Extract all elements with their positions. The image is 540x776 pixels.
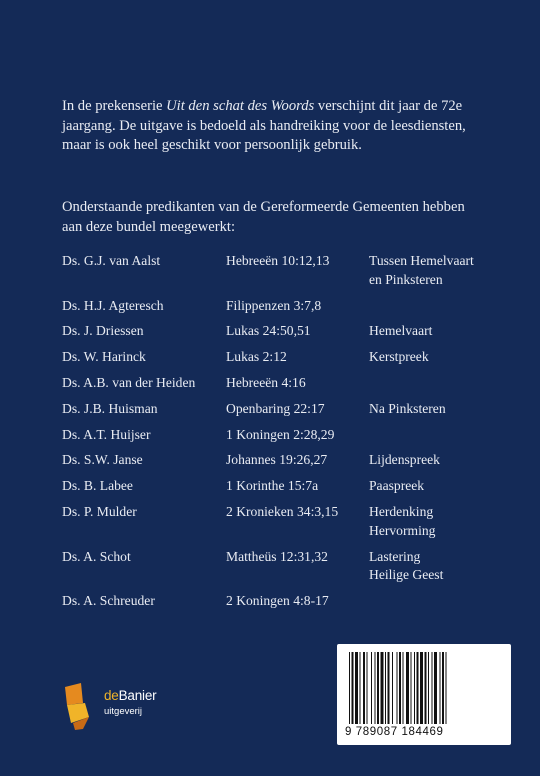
occasion-note [369, 252, 474, 290]
barcode-bar [352, 652, 354, 724]
sermon-row [62, 400, 512, 419]
preacher-name: Ds. A. Schot [62, 548, 131, 564]
barcode-bar [385, 652, 386, 724]
sermon-row [62, 297, 512, 316]
barcode [337, 644, 511, 745]
occasion-note-line: Kerstpreek [369, 349, 429, 365]
barcode-bar [377, 652, 379, 724]
preacher-name: Ds. A.B. van der Heiden [62, 374, 196, 390]
occasion-note-line: Hemelvaart [369, 323, 433, 339]
intro-text-start: In de prekenserie [62, 98, 167, 114]
bible-text: Hebreeën 4:16 [226, 374, 306, 390]
preacher-name: Ds. S.W. Janse [62, 452, 143, 468]
barcode-bar [403, 652, 404, 724]
barcode-bar [349, 652, 350, 724]
bible-text: 2 Koningen 4:8-17 [226, 593, 329, 609]
barcode-bar [442, 652, 444, 724]
bible-text: Hebreeën 10:12,13 [226, 253, 330, 268]
barcode-bar [371, 652, 372, 724]
sermon-row [62, 348, 512, 367]
preacher-name: Ds. G.J. van Aalst [62, 253, 161, 268]
barcode-bars [345, 652, 503, 724]
publisher-logo-icon [59, 683, 103, 731]
occasion-note [369, 477, 424, 496]
preacher-name: Ds. J.B. Huisman [62, 400, 158, 416]
preacher-name: Ds. P. Mulder [62, 503, 137, 519]
occasion-note [369, 400, 446, 419]
bible-text: Lukas 24:50,51 [226, 323, 311, 339]
barcode-bar [411, 652, 412, 724]
occasion-note [369, 451, 440, 470]
sermon-row [62, 252, 512, 290]
preacher-name: Ds. B. Labee [62, 478, 133, 494]
sermon-row [62, 592, 512, 611]
preacher-name: Ds. J. Driessen [62, 323, 144, 339]
bible-text: Openbaring 22:17 [226, 400, 325, 416]
series-title: Uit den schat des Woords [166, 98, 315, 114]
bible-text: 1 Koningen 2:28,29 [226, 426, 335, 442]
barcode-bar [417, 652, 419, 724]
barcode-bar [406, 652, 409, 724]
barcode-bar [432, 652, 433, 724]
sermon-row [62, 548, 512, 586]
occasion-note [369, 503, 435, 541]
barcode-bar [428, 652, 429, 724]
sermon-list [62, 252, 512, 611]
occasion-note-line: Tussen Hemelvaart [369, 253, 474, 268]
bible-text: Filippenzen 3:7,8 [226, 297, 322, 313]
barcode-bar [375, 652, 376, 724]
occasion-note-line: en Pinksteren [369, 271, 443, 287]
barcode-bar [360, 652, 361, 724]
occasion-note-line: Herdenking [369, 503, 434, 519]
barcode-bar [425, 652, 427, 724]
barcode-bar [440, 652, 441, 724]
sermon-row [62, 426, 512, 445]
occasion-note [369, 348, 429, 367]
bible-text: 2 Kronieken 34:3,15 [226, 503, 339, 519]
bible-text: Lukas 2:12 [226, 349, 287, 365]
publisher-name-prefix: de [104, 688, 119, 703]
barcode-bar [420, 652, 423, 724]
occasion-note-line: Hervorming [369, 522, 436, 538]
sermon-row [62, 322, 512, 341]
publisher-name-main: Banier [118, 688, 157, 703]
barcode-bar [388, 652, 390, 724]
publisher-subtitle: uitgeverij [104, 706, 143, 717]
bible-text: Johannes 19:26,27 [226, 452, 328, 468]
occasion-note-line: Na Pinksteren [369, 400, 446, 416]
preacher-name: Ds. W. Harinck [62, 349, 146, 365]
barcode-bar [355, 652, 358, 724]
occasion-note [369, 548, 443, 586]
sermon-row [62, 374, 512, 393]
intro-paragraph [62, 97, 482, 156]
occasion-note-line: Heilige Geest [369, 567, 444, 583]
sermon-row [62, 477, 512, 496]
barcode-bar [381, 652, 384, 724]
bible-text: 1 Korinthe 15:7a [226, 478, 319, 494]
publisher-name [104, 688, 156, 703]
barcode-bar [414, 652, 415, 724]
barcode-bar [363, 652, 365, 724]
barcode-bar [446, 652, 447, 724]
occasion-note-line: Lijdenspreek [369, 452, 440, 468]
barcode-bar [397, 652, 398, 724]
barcode-bar [392, 652, 393, 724]
isbn-digits: 9 789087 184469 [345, 726, 444, 738]
preacher-name: Ds. A. Schreuder [62, 593, 155, 609]
preacher-name: Ds. H.J. Agteresch [62, 297, 164, 313]
sermon-row [62, 503, 512, 541]
barcode-bar [399, 652, 401, 724]
barcode-bar [367, 652, 368, 724]
sermon-row [62, 451, 512, 470]
intro-text-end: verschijnt dit jaar de 72e jaargang. De uitgave is bedoeld als handreiking voor de leesdiensten, maar is ook heel geschikt voor persoonlijk gebruik. [62, 98, 466, 154]
occasion-note [369, 322, 432, 341]
occasion-note-line: Paaspreek [369, 478, 425, 494]
barcode-bar [434, 652, 437, 724]
bible-text: Mattheüs 12:31,32 [226, 548, 328, 564]
preacher-name: Ds. A.T. Huijser [62, 426, 151, 442]
occasion-note-line: Lastering [369, 548, 421, 564]
contributors-intro: Onderstaande predikanten van de Gereformeerde Gemeenten hebben aan deze bundel meegewerkt: [62, 199, 465, 235]
